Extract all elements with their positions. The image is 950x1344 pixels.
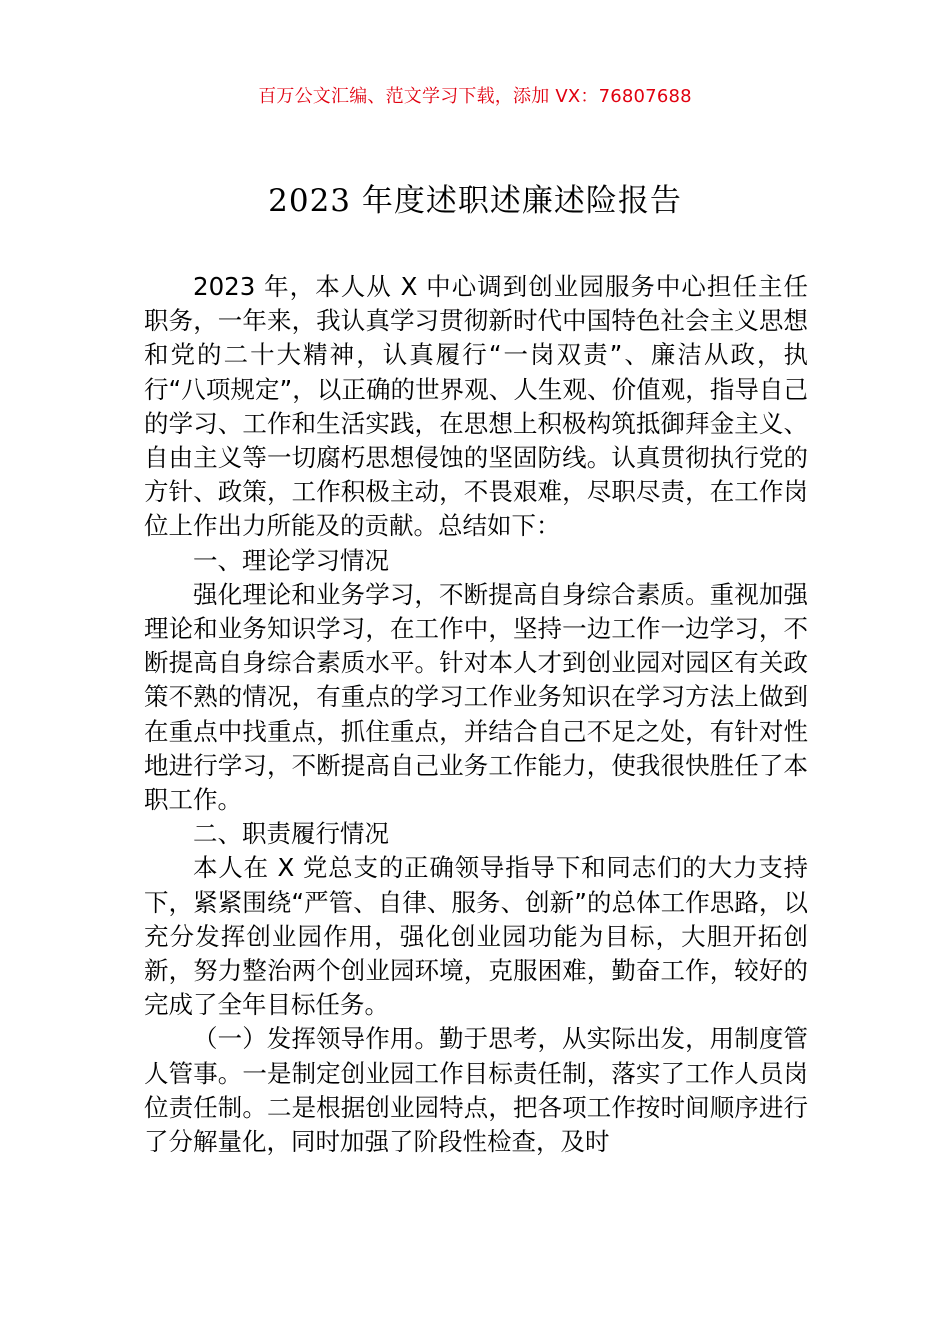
document-body xyxy=(144,270,808,1159)
section-heading-duty-performance: 二、职责履行情况 xyxy=(193,819,389,849)
watermark-banner: 百万公文汇编、范文学习下载，添加 VX：76807688 xyxy=(258,86,692,107)
paragraph-duty-performance: 本人在 X 党总支的正确领导指导下和同志们的大力支持下，紧紧围绕“严管、自律、服务、创新”的总体工作思路，以充分发挥创业园作用，强化创业园功能为目标，大胆开拓创新，努力整治两个创业园环境，克服困难，勤奋工作，较好的完成了全年目标任务。 xyxy=(144,853,808,1020)
paragraph-leadership-role: （一）发挥领导作用。勤于思考，从实际出发，用制度管人管事。一是制定创业园工作目标责任制，落实了工作人员岗位责任制。二是根据创业园特点，把各项工作按时间顺序进行了分解量化，同时加强了阶段性检查，及时 xyxy=(144,1024,808,1157)
document-title: 2023 年度述职述廉述险报告 xyxy=(268,183,682,219)
paragraph-theory-study: 强化理论和业务学习，不断提高自身综合素质。重视加强理论和业务知识学习，在工作中，坚持一边工作一边学习，不断提高自身综合素质水平。针对本人才到创业园对园区有关政策不熟的情况，有重点的学习工作业务知识在学习方法上做到在重点中找重点，抓住重点，并结合自己不足之处，有针对性地进行学习，不断提高自己业务工作能力，使我很快胜任了本职工作。 xyxy=(144,579,808,815)
paragraph-intro: 2023 年，本人从 X 中心调到创业园服务中心担任主任职务，一年来，我认真学习贯彻新时代中国特色社会主义思想和党的二十大精神，认真履行“一岗双责”、廉洁从政，执行“八项规定”，以正确的世界观、人生观、价值观，指导自己的学习、工作和生活实践，在思想上积极构筑抵御拜金主义、自由主义等一切腐朽思想侵蚀的坚固防线。认真贯彻执行党的方针、政策，工作积极主动，不畏艰难，尽职尽责，在工作岗位上作出力所能及的贡献。总结如下： xyxy=(144,272,808,541)
section-heading-theory-study: 一、理论学习情况 xyxy=(193,545,389,575)
